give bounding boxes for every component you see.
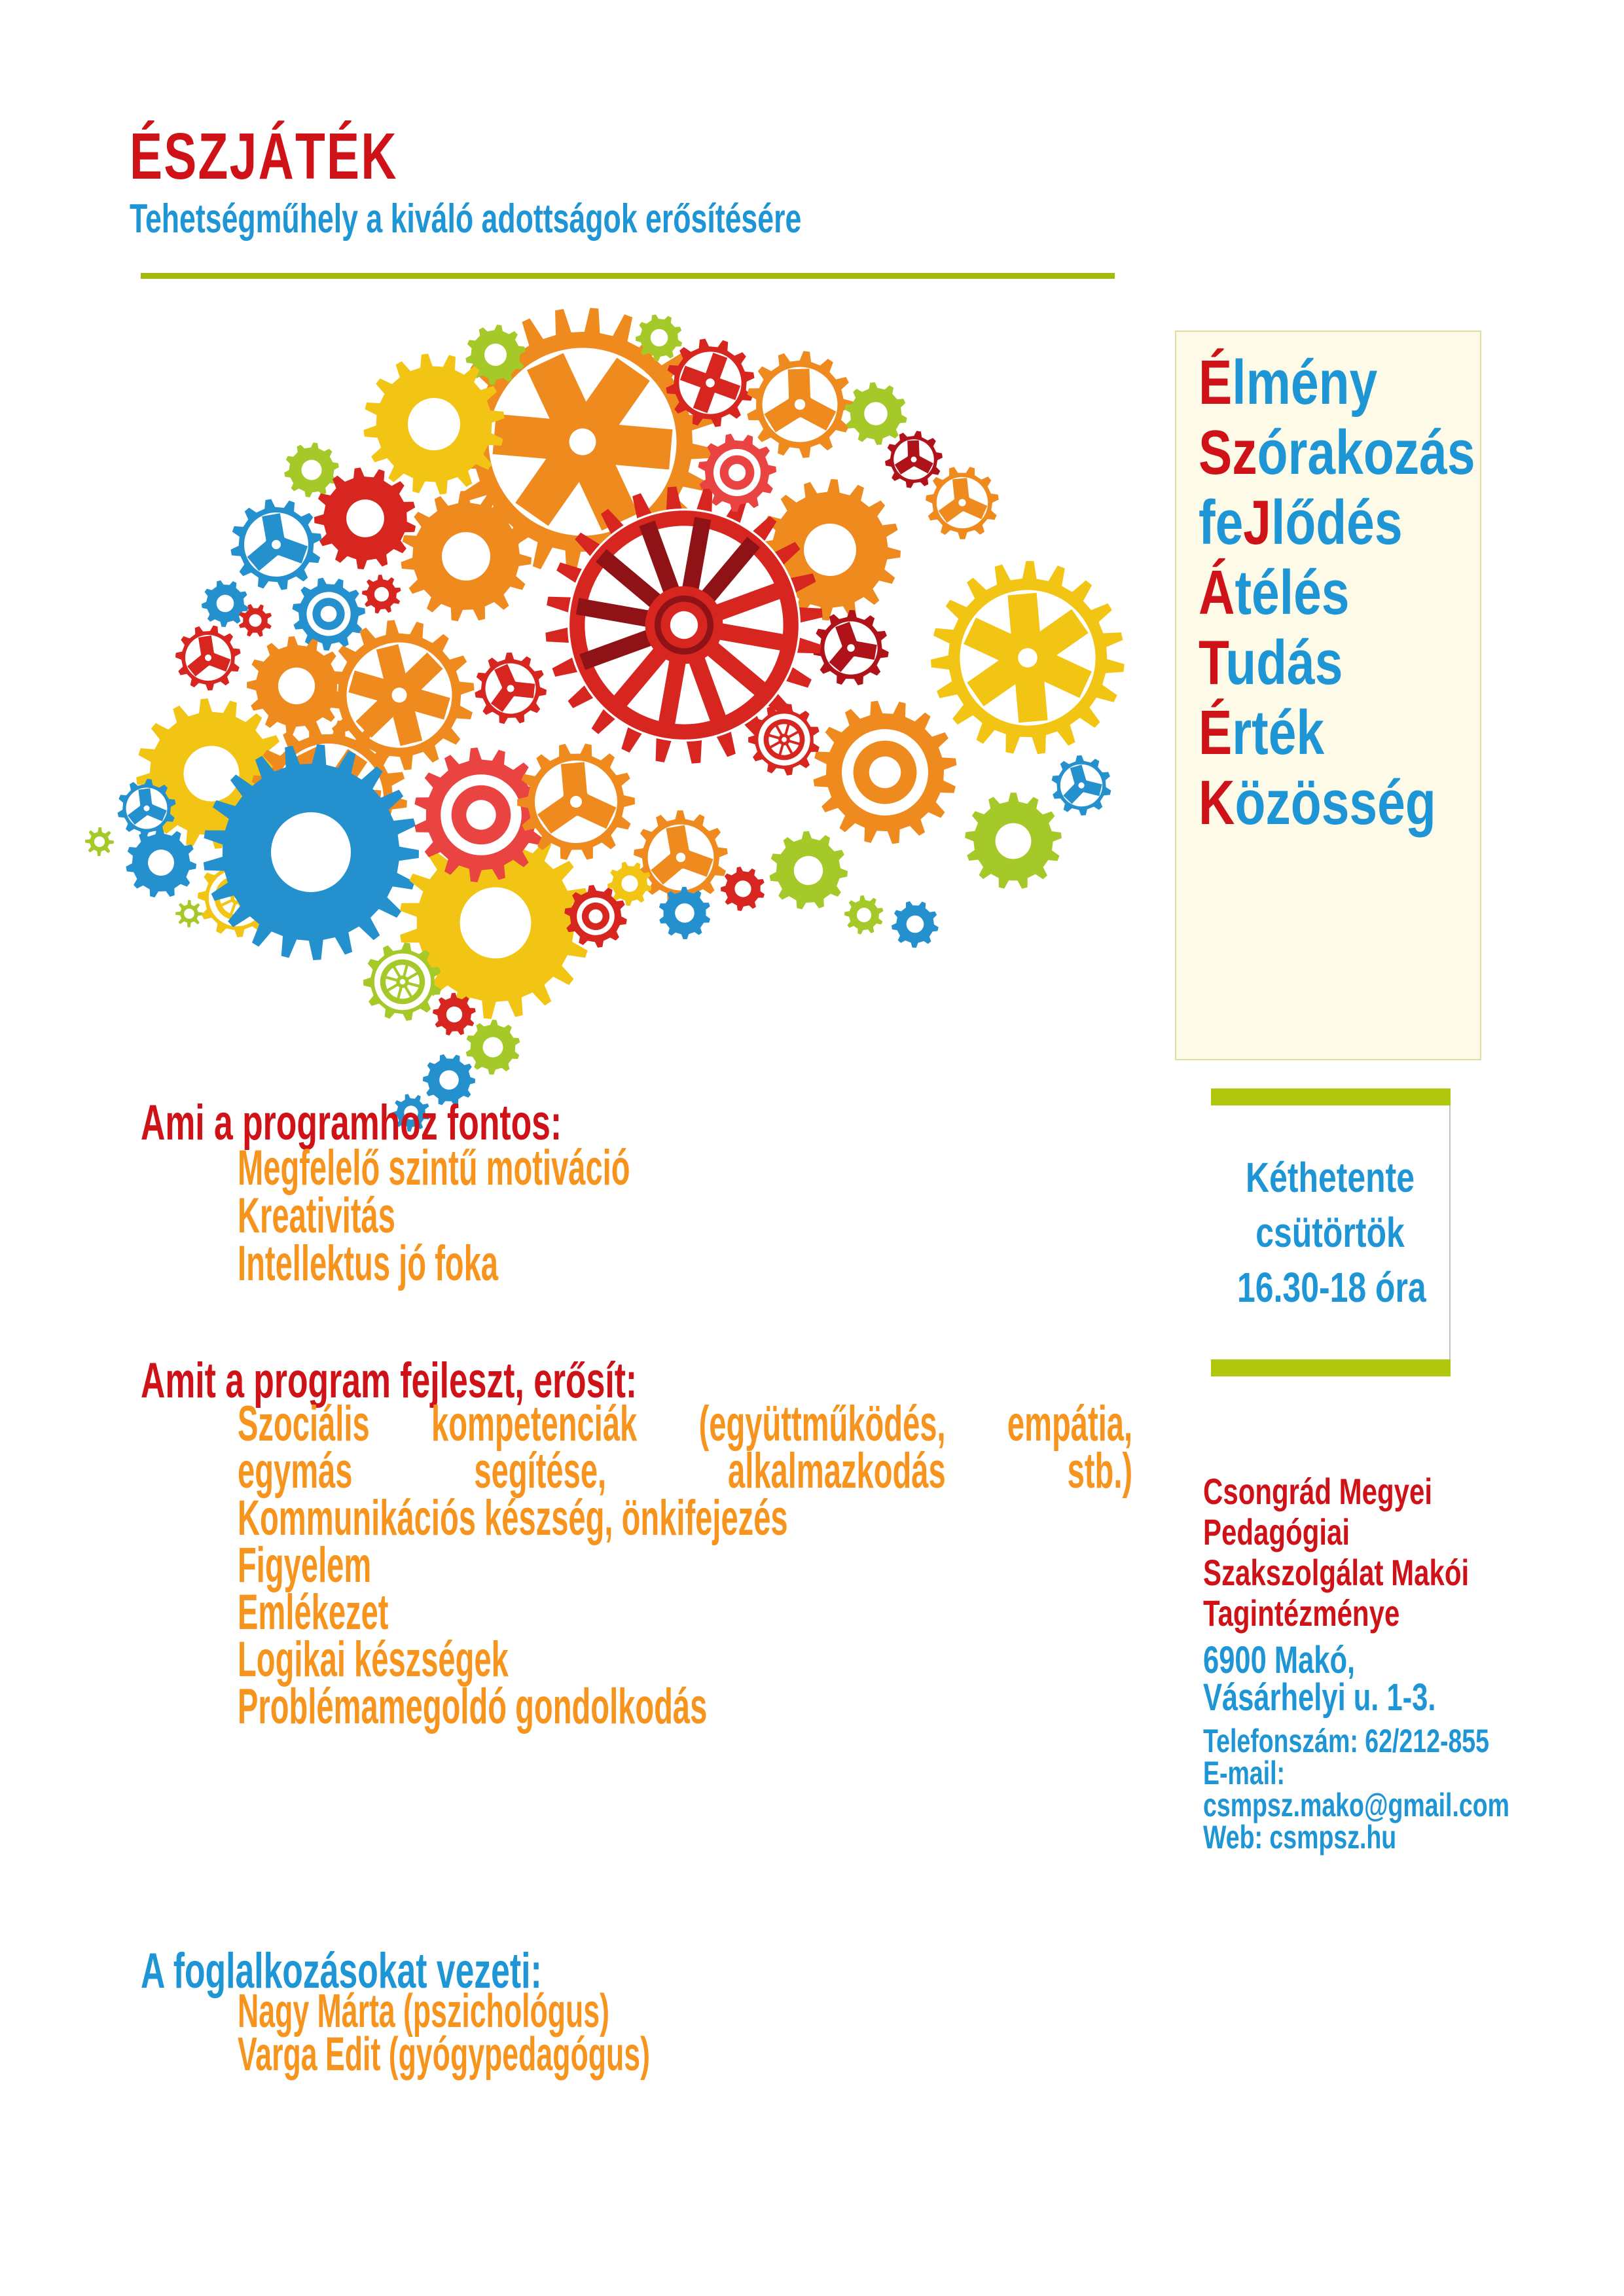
- contact-info-line: csmpsz.mako@gmail.com: [1203, 1787, 1509, 1823]
- schedule-line: Kéthetente: [1246, 1154, 1415, 1201]
- acrostic-letter-blue: télés: [1235, 558, 1350, 628]
- organization-name-line: Csongrád Megyei: [1203, 1471, 1433, 1512]
- gear-icon: [175, 900, 204, 928]
- section-item: Megfelelő szintű motiváció: [238, 1140, 630, 1196]
- section-develops-justified-items: [238, 1396, 1133, 1499]
- acrostic-word: [1199, 768, 1436, 838]
- section-develops-items: [238, 1490, 788, 1734]
- section-important-items: [238, 1140, 630, 1291]
- organization-name-line: Szakszolgálat Makói: [1203, 1552, 1470, 1593]
- section-heading-important: Ami a programhoz fontos:: [141, 1095, 562, 1151]
- contact-info: [1203, 1725, 1509, 1854]
- contact-info-line: Telefonszám: 62/212-855: [1203, 1723, 1490, 1759]
- schedule-bottom-bar: [1211, 1359, 1451, 1376]
- acrostic-word: [1199, 698, 1424, 768]
- acrostic-letter-blue: rték: [1232, 698, 1325, 768]
- gear-icon: [167, 616, 251, 700]
- organization-name: [1203, 1471, 1469, 1634]
- gear-icon: [839, 889, 890, 941]
- contact-info-line: Web: csmpsz.hu: [1203, 1819, 1397, 1856]
- page-subtitle: Tehetségműhely a kiváló adottságok erősítésére: [130, 196, 802, 242]
- gear-icon: [767, 828, 850, 912]
- acrostic-word: [1199, 348, 1424, 418]
- acrostic-letter-red: J: [1243, 488, 1271, 558]
- acrostic-letter-red: É: [1199, 698, 1233, 768]
- acrostic-letter-blue: órakozás: [1257, 418, 1475, 488]
- leaders-items: [238, 1985, 650, 2081]
- acrostic-word: [1199, 628, 1424, 698]
- organization-name-line: Pedagógiai: [1203, 1511, 1350, 1552]
- gear-icon: [84, 827, 114, 856]
- acrostic-letter-red: Á: [1199, 558, 1235, 628]
- schedule-content: [1211, 1105, 1451, 1359]
- schedule-top-bar: [1211, 1088, 1451, 1105]
- leader-item: Nagy Márta (pszichológus): [238, 1985, 609, 2037]
- address-line: Vásárhelyi u. 1-3.: [1203, 1676, 1436, 1719]
- leaders-heading: A foglalkozásokat vezeti:: [141, 1943, 542, 1999]
- section-heading-develops: Amit a program fejleszt, erősít:: [141, 1353, 638, 1408]
- section-item: Kreativitás: [238, 1188, 395, 1244]
- schedule-line: 16.30-18 óra: [1237, 1264, 1426, 1311]
- acrostic-letter-red: T: [1199, 628, 1226, 698]
- page-title: ÉSZJÁTÉK: [130, 120, 398, 193]
- acrostic-letter-blue: özösség: [1235, 768, 1436, 838]
- section-item: Logikai készségek: [238, 1632, 509, 1687]
- acrostic-letter-red: Sz: [1199, 418, 1257, 488]
- gear-icon: [1045, 750, 1118, 821]
- acrostic-letter-red: É: [1199, 348, 1233, 418]
- section-item: egymás segítése, alkalmazkodás stb.): [238, 1443, 1133, 1499]
- section-item: Szociális kompetenciák (együttműködés, empátia,: [238, 1396, 1133, 1452]
- organization-name-line: Tagintézménye: [1203, 1592, 1400, 1634]
- acrostic-letter-blue: udás: [1225, 628, 1343, 698]
- gear-icon: [472, 649, 550, 728]
- gear-icon: [715, 861, 771, 917]
- acrostic-letter-blue: fe: [1199, 488, 1244, 558]
- section-item: Emlékezet: [238, 1585, 389, 1640]
- brain-gears-illustration: [79, 288, 1152, 1158]
- gear-icon: [798, 685, 972, 859]
- address-line: 6900 Makó,: [1203, 1639, 1356, 1681]
- schedule-box: [1211, 1088, 1451, 1376]
- acrostic-word: [1199, 418, 1475, 488]
- acrostic-letter-red: K: [1199, 768, 1235, 838]
- acrostic-letter-blue: lmény: [1232, 348, 1378, 418]
- section-item: Figyelem: [238, 1537, 372, 1593]
- gear-icon: [888, 897, 943, 952]
- organization-address: [1203, 1639, 1436, 1719]
- acrostic-word: [1199, 558, 1424, 628]
- schedule-line: csütörtök: [1255, 1209, 1405, 1256]
- section-item: Intellektus jó foka: [238, 1236, 498, 1291]
- acrostic-letter-blue: lődés: [1271, 488, 1403, 558]
- section-item: Kommunikációs készség, önkifejezés: [238, 1490, 788, 1546]
- acrostic-word: [1199, 488, 1424, 558]
- divider-line: [141, 273, 1115, 279]
- contact-info-line: E-mail:: [1203, 1755, 1286, 1791]
- section-item: Problémamegoldó gondolkodás: [238, 1679, 708, 1734]
- acrostic-box: [1175, 331, 1481, 1060]
- leader-item: Varga Edit (gyógypedagógus): [238, 2028, 650, 2081]
